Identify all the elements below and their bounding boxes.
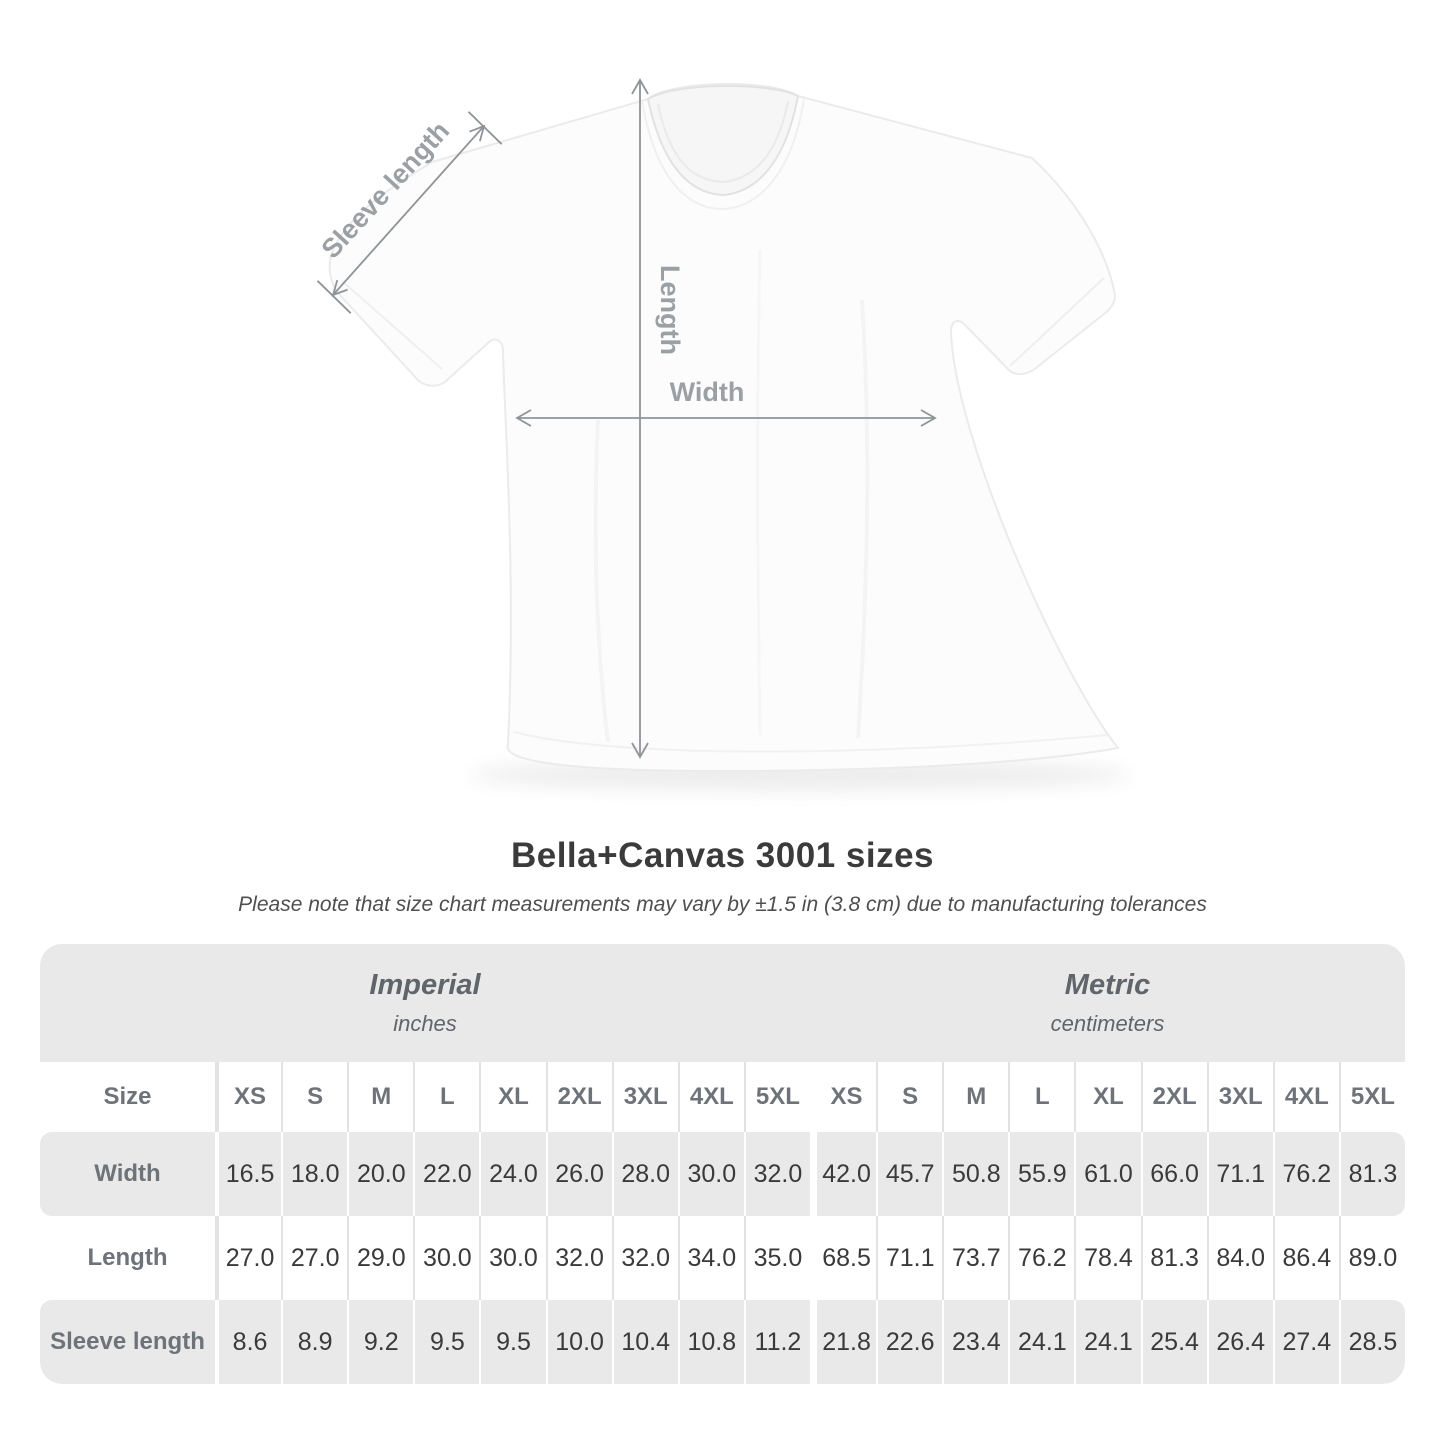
value-cell: 68.5 — [810, 1216, 876, 1300]
value-cell: 10.0 — [546, 1300, 612, 1384]
tshirt-shape — [330, 84, 1118, 771]
size-col-header: M — [942, 1062, 1008, 1132]
tolerance-note: Please note that size chart measurements may vary by ±1.5 in (3.8 cm) due to manufacturing tolerances — [238, 893, 1207, 916]
value-cell: 27.0 — [215, 1216, 281, 1300]
length-label: Length — [655, 265, 685, 355]
length-row — [40, 1216, 1405, 1300]
value-cell: 86.4 — [1273, 1216, 1339, 1300]
value-cell: 10.4 — [612, 1300, 678, 1384]
value-cell: 81.3 — [1339, 1132, 1405, 1216]
sleeve-length-label: Sleeve length — [315, 115, 456, 265]
value-cell: 25.4 — [1141, 1300, 1207, 1384]
size-col-header: 4XL — [1273, 1062, 1339, 1132]
imperial-section-header — [40, 944, 810, 1062]
size-col-header: S — [281, 1062, 347, 1132]
value-cell: 42.0 — [810, 1132, 876, 1216]
size-corner-label: Size — [103, 1083, 152, 1110]
value-cell: 34.0 — [678, 1216, 744, 1300]
size-header-row — [40, 1062, 1405, 1132]
value-cell: 8.9 — [281, 1300, 347, 1384]
value-cell: 18.0 — [281, 1132, 347, 1216]
value-cell: 32.0 — [744, 1132, 810, 1216]
imperial-unit: inches — [393, 1011, 457, 1036]
size-col-header: XS — [810, 1062, 876, 1132]
value-cell: 9.5 — [479, 1300, 545, 1384]
value-cell: 84.0 — [1207, 1216, 1273, 1300]
value-cell: 76.2 — [1008, 1216, 1074, 1300]
size-col-header: XL — [1074, 1062, 1140, 1132]
value-cell: 16.5 — [215, 1132, 281, 1216]
value-cell: 50.8 — [942, 1132, 1008, 1216]
size-col-header: XS — [215, 1062, 281, 1132]
size-col-header: XL — [479, 1062, 545, 1132]
size-col-header: 3XL — [1207, 1062, 1273, 1132]
value-cell: 29.0 — [347, 1216, 413, 1300]
size-col-header: 5XL — [1339, 1062, 1405, 1132]
value-cell: 22.6 — [876, 1300, 942, 1384]
size-col-header: L — [1008, 1062, 1074, 1132]
size-chart-table — [40, 944, 1405, 1384]
size-col-header: 2XL — [546, 1062, 612, 1132]
value-cell: 22.0 — [413, 1132, 479, 1216]
size-col-header: 3XL — [612, 1062, 678, 1132]
width-row — [40, 1132, 1405, 1216]
value-cell: 9.5 — [413, 1300, 479, 1384]
value-cell: 10.8 — [678, 1300, 744, 1384]
value-cell: 30.0 — [678, 1132, 744, 1216]
value-cell: 45.7 — [876, 1132, 942, 1216]
size-col-header: M — [347, 1062, 413, 1132]
value-cell: 26.0 — [546, 1132, 612, 1216]
value-cell: 78.4 — [1074, 1216, 1140, 1300]
value-cell: 55.9 — [1008, 1132, 1074, 1216]
value-cell: 21.8 — [810, 1300, 876, 1384]
value-cell: 23.4 — [942, 1300, 1008, 1384]
size-col-header: 2XL — [1141, 1062, 1207, 1132]
width-label: Width — [669, 377, 745, 407]
value-cell: 66.0 — [1141, 1132, 1207, 1216]
value-cell: 28.0 — [612, 1132, 678, 1216]
value-cell: 27.0 — [281, 1216, 347, 1300]
value-cell: 28.5 — [1339, 1300, 1405, 1384]
value-cell: 24.1 — [1074, 1300, 1140, 1384]
row-label: Length — [87, 1244, 168, 1271]
value-cell: 9.2 — [347, 1300, 413, 1384]
value-cell: 81.3 — [1141, 1216, 1207, 1300]
value-cell: 24.0 — [479, 1132, 545, 1216]
metric-section-header — [810, 944, 1405, 1062]
value-cell: 30.0 — [413, 1216, 479, 1300]
value-cell: 24.1 — [1008, 1300, 1074, 1384]
value-cell: 11.2 — [744, 1300, 810, 1384]
value-cell: 61.0 — [1074, 1132, 1140, 1216]
row-label: Sleeve length — [50, 1328, 205, 1355]
value-cell: 32.0 — [612, 1216, 678, 1300]
value-cell: 30.0 — [479, 1216, 545, 1300]
row-label: Width — [94, 1160, 161, 1187]
units-header-band — [40, 944, 1405, 1062]
metric-unit: centimeters — [1050, 1011, 1165, 1036]
value-cell: 71.1 — [876, 1216, 942, 1300]
size-col-header: S — [876, 1062, 942, 1132]
metric-title: Metric — [1064, 969, 1151, 1001]
imperial-title: Imperial — [369, 969, 481, 1001]
page-title: Bella+Canvas 3001 sizes — [510, 836, 935, 875]
value-cell: 32.0 — [546, 1216, 612, 1300]
value-cell: 71.1 — [1207, 1132, 1273, 1216]
value-cell: 8.6 — [215, 1300, 281, 1384]
value-cell: 89.0 — [1339, 1216, 1405, 1300]
sleeve-length-row — [40, 1300, 1405, 1384]
value-cell: 73.7 — [942, 1216, 1008, 1300]
value-cell: 26.4 — [1207, 1300, 1273, 1384]
size-col-header: 5XL — [744, 1062, 810, 1132]
size-col-header: L — [413, 1062, 479, 1132]
value-cell: 76.2 — [1273, 1132, 1339, 1216]
value-cell: 20.0 — [347, 1132, 413, 1216]
value-cell: 27.4 — [1273, 1300, 1339, 1384]
value-cell: 35.0 — [744, 1216, 810, 1300]
size-col-header: 4XL — [678, 1062, 744, 1132]
